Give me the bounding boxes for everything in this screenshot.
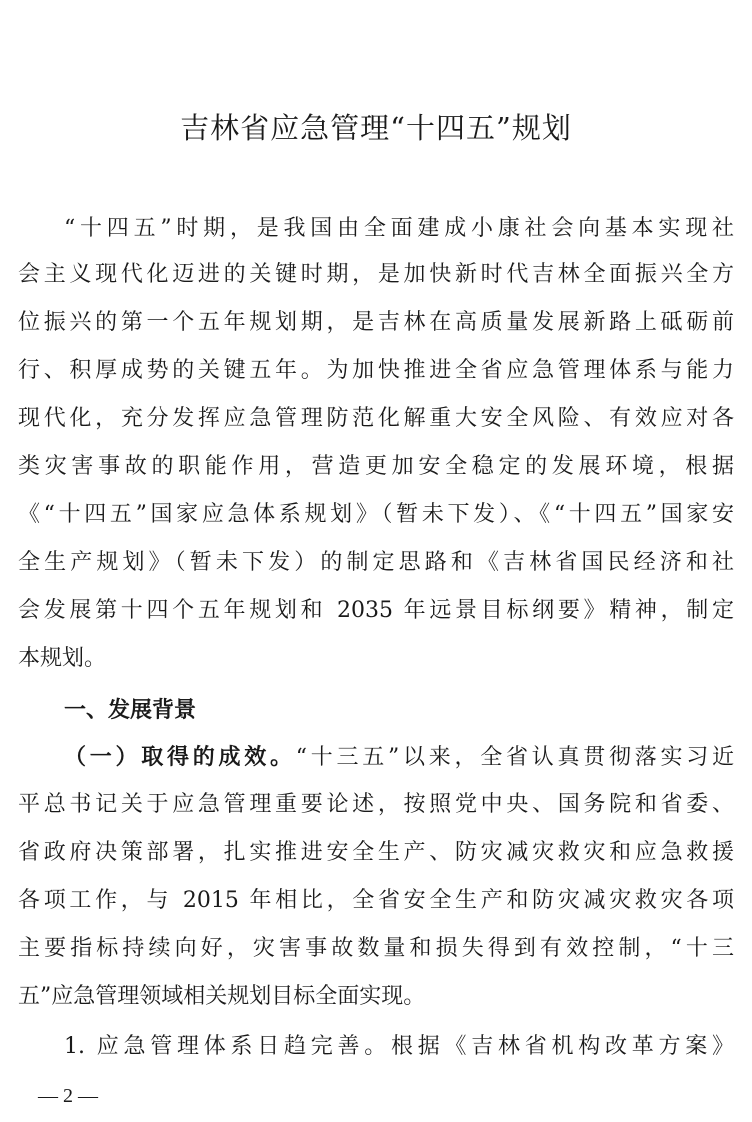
- sub-heading-line: [64, 742, 734, 773]
- intro-line: 本规划。: [18, 646, 107, 671]
- sub-heading-text: “十三五”以来，全省认真贯彻落实习近: [295, 745, 734, 770]
- intro-line: 行、积厚成势的关键五年。为加快推进全省应急管理体系与能力: [18, 358, 734, 383]
- item-heading: 1. 应急管理体系日趋完善。根据《吉林省机构改革方案》: [64, 1034, 734, 1059]
- intro-line: 现代化，充分发挥应急管理防范化解重大安全风险、有效应对各: [18, 406, 734, 431]
- achievements-line: 平总书记关于应急管理重要论述，按照党中央、国务院和省委、: [18, 792, 734, 817]
- document-title: 吉林省应急管理“十四五”规划: [180, 111, 572, 145]
- intro-line: 全生产规划》（暂未下发）的制定思路和《吉林省国民经济和社: [18, 550, 734, 575]
- page-number: — 2 —: [38, 1085, 98, 1107]
- intro-line: 位振兴的第一个五年规划期，是吉林在高质量发展新路上砥砺前: [18, 310, 734, 335]
- intro-line: “十四五”时期，是我国由全面建成小康社会向基本实现社: [64, 216, 734, 241]
- section-heading: 一、发展背景: [64, 698, 197, 723]
- achievements-line: 省政府决策部署，扎实推进安全生产、防灾减灾救灾和应急救援: [18, 840, 734, 865]
- intro-line: 类灾害事故的职能作用，营造更加安全稳定的发展环境，根据: [18, 454, 734, 479]
- intro-line: 《“十四五”国家应急体系规划》（暂未下发）、《“十四五”国家安: [18, 502, 734, 527]
- achievements-line: 各项工作，与 2015 年相比，全省安全生产和防灾减灾救灾各项: [18, 888, 734, 913]
- intro-line: 会主义现代化迈进的关键时期，是加快新时代吉林全面振兴全方: [18, 262, 734, 287]
- intro-line: 会发展第十四个五年规划和 2035 年远景目标纲要》精神，制定: [18, 598, 734, 623]
- achievements-line: 五”应急管理领域相关规划目标全面实现。: [18, 984, 426, 1009]
- sub-heading: （一）取得的成效。: [64, 744, 296, 770]
- achievements-line: 主要指标持续向好，灾害事故数量和损失得到有效控制，“十三: [18, 936, 734, 961]
